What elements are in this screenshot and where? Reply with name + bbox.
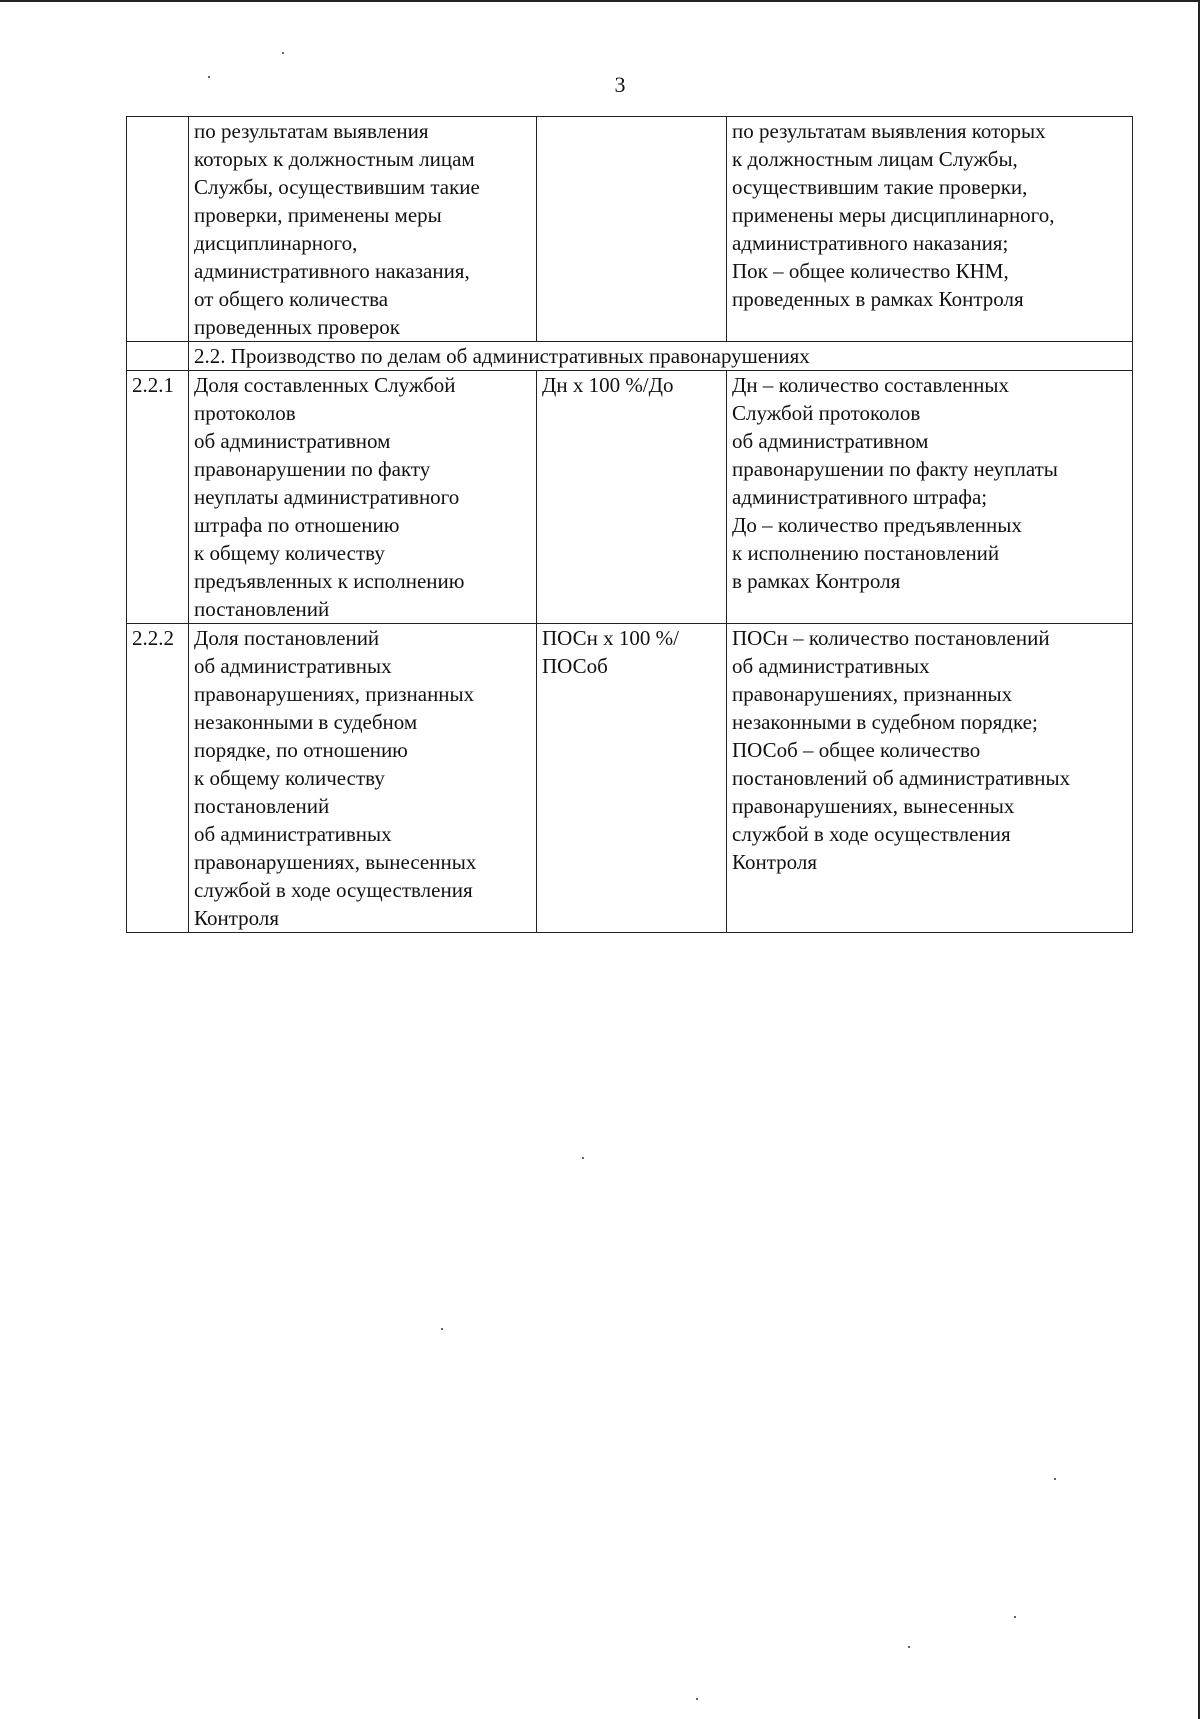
indicator-name-line: правонарушениях, признанных [194,682,475,706]
indicator-name-line: службой в ходе осуществления [194,878,473,902]
indicator-description-line: правонарушениях, вынесенных [732,794,1015,818]
section-heading: 2.2. Производство по делам об административных правонарушениях [189,342,1133,371]
row-number [127,117,189,342]
indicator-name-line: предъявленных к исполнению [194,569,465,593]
indicator-formula-line: Дн х 100 %/До [542,373,674,397]
indicator-description-line: административного штрафа; [732,485,988,509]
table-body [127,117,1133,933]
indicator-description-line: к должностным лицам Службы, [732,147,1018,171]
indicator-name-line: к общему количеству [194,766,385,790]
indicator-description-line: об административном [732,429,929,453]
indicator-name-line: по результатам выявления [194,119,429,143]
indicator-description-line: осуществившим такие проверки, [732,175,1028,199]
scan-speck [908,1646,910,1648]
table-row [127,371,1133,624]
indicator-description-line: к исполнению постановлений [732,541,1000,565]
indicator-name-line: об административных [194,654,392,678]
indicator-name-line: штрафа по отношению [194,513,400,537]
indicator-name-line: Контроля [194,906,279,930]
indicator-name-line: дисциплинарного, [194,231,358,255]
indicator-name-line: об административном [194,429,391,453]
indicator-description [727,117,1133,342]
indicator-name-line: постановлений [194,794,330,818]
indicator-name-line: которых к должностным лицам [194,147,475,171]
indicator-name-line: проверки, применены меры [194,203,442,227]
indicator-name-line: постановлений [194,597,330,621]
indicators-table [126,116,1133,933]
scan-speck [696,1698,698,1700]
indicator-formula [537,624,727,933]
indicator-description-line: в рамках Контроля [732,569,901,593]
indicator-description-line: постановлений об административных [732,766,1071,790]
indicator-description [727,624,1133,933]
scan-speck [1014,1616,1016,1618]
indicator-name-line: к общему количеству [194,541,385,565]
indicator-description-line: ПОСоб – общее количество [732,738,981,762]
indicator-name-line: Доля постановлений [194,626,380,650]
indicator-description-line: об административных [732,654,930,678]
row-number: 2.2.1 [127,371,189,624]
indicator-name-line: об административных [194,822,392,846]
indicator-name-line: правонарушениях, вынесенных [194,850,477,874]
indicator-description-line: ПОСн – количество постановлений [732,626,1050,650]
indicator-formula [537,117,727,342]
indicator-description-line: Дн – количество составленных [732,373,1010,397]
indicator-name [189,117,537,342]
indicator-description-line: До – количество предъявленных [732,513,1022,537]
indicator-name-line: Доля составленных Службой [194,373,456,397]
indicator-name-line: незаконными в судебном [194,710,418,734]
table-row [127,117,1133,342]
indicator-description-line: применены меры дисциплинарного, [732,203,1055,227]
page-frame-top [0,0,1200,2]
indicator-description [727,371,1133,624]
indicator-name-line: правонарушении по факту [194,457,431,481]
indicator-name-line: протоколов [194,401,296,425]
indicator-formula [537,371,727,624]
indicator-formula-line: ПОСоб [542,654,608,678]
scan-speck [441,1328,443,1330]
row-number: 2.2.2 [127,624,189,933]
indicator-description-line: проведенных в рамках Контроля [732,287,1024,311]
indicator-description-line: по результатам выявления которых [732,119,1046,143]
scan-speck [282,52,284,54]
indicator-description-line: Службой протоколов [732,401,921,425]
section-row [127,342,1133,371]
indicator-description-line: правонарушении по факту неуплаты [732,457,1058,481]
indicator-description-line: административного наказания; [732,231,1009,255]
indicator-description-line: Контроля [732,850,817,874]
table-row [127,624,1133,933]
indicator-name-line: неуплаты административного [194,485,460,509]
indicator-formula-line: ПОСн х 100 %/ [542,626,679,650]
indicator-name-line: порядке, по отношению [194,738,408,762]
scan-speck [582,1157,584,1159]
indicator-name-line: от общего количества [194,287,389,311]
page-number: 3 [614,72,626,97]
scan-speck [208,76,210,78]
indicator-name-line: административного наказания, [194,259,470,283]
scan-speck [1054,1478,1056,1480]
indicator-name [189,371,537,624]
indicator-description-line: Пок – общее количество КНМ, [732,259,1009,283]
indicator-name-line: Службы, осуществившим такие [194,175,480,199]
section-number-cell [127,342,189,371]
indicator-description-line: службой в ходе осуществления [732,822,1011,846]
indicator-name-line: проведенных проверок [194,315,400,339]
indicator-description-line: правонарушениях, признанных [732,682,1013,706]
indicator-description-line: незаконными в судебном порядке; [732,710,1038,734]
indicator-name [189,624,537,933]
